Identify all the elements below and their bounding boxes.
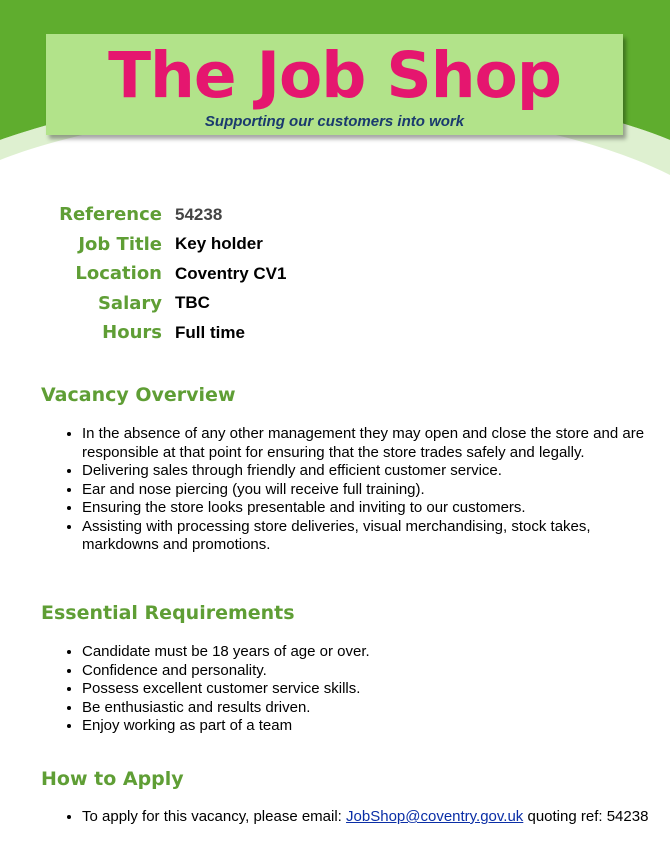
header-banner: [46, 34, 623, 135]
reference-label: Reference: [59, 204, 162, 226]
list-item: • Assisting with processing store deliveries, visual merchandising, stock takes, markdowns and promotions.: [82, 518, 667, 555]
site-tagline: Supporting our customers into work: [204, 113, 465, 130]
hours-value: Full time: [175, 322, 245, 342]
job-details-table: [46, 200, 286, 348]
location-row: [46, 259, 286, 289]
vacancy-overview-heading: Vacancy Overview: [41, 384, 236, 406]
list-item: • Confidence and personality.: [82, 662, 667, 681]
list-item: • Enjoy working as part of a team: [82, 717, 667, 736]
location-value: Coventry CV1: [175, 263, 287, 283]
list-item: • Candidate must be 18 years of age or over.: [82, 643, 667, 662]
essential-requirements-heading: Essential Requirements: [41, 602, 295, 624]
site-title: The Job Shop: [108, 39, 561, 112]
list-item: • In the absence of any other management they may open and close the store and are responsible at that point for ensuring that the store trades safely and legally.: [82, 425, 667, 462]
list-item: • Delivering sales through friendly and efficient customer service.: [82, 462, 667, 481]
list-item: • Ear and nose piercing (you will receive full training).: [82, 481, 667, 500]
hours-row: [46, 318, 286, 348]
salary-row: [46, 289, 286, 319]
how-to-apply-heading: How to Apply: [41, 768, 184, 790]
location-label: Location: [75, 263, 162, 285]
reference-row: [46, 200, 286, 230]
job-title-value: Key holder: [175, 234, 263, 254]
essential-requirements-list: [42, 643, 667, 736]
reference-value: 54238: [175, 204, 223, 224]
job-title-row: [46, 230, 286, 260]
apply-text-before: To apply for this vacancy, please email:: [82, 808, 347, 825]
how-to-apply-list: [42, 808, 667, 827]
job-title-label: Job Title: [78, 233, 162, 255]
salary-label: Salary: [97, 292, 162, 314]
list-item: • Be enthusiastic and results driven.: [82, 699, 667, 718]
vacancy-overview-list: [42, 425, 667, 555]
salary-value: TBC: [175, 293, 210, 313]
apply-text-after: quoting ref: 54238: [523, 808, 649, 825]
list-item: • Ensuring the store looks presentable and inviting to our customers.: [82, 499, 667, 518]
list-item: • Possess excellent customer service skills.: [82, 680, 667, 699]
email-link[interactable]: JobShop@coventry.gov.uk: [346, 808, 524, 825]
hours-label: Hours: [102, 322, 162, 344]
list-item: [82, 808, 667, 827]
